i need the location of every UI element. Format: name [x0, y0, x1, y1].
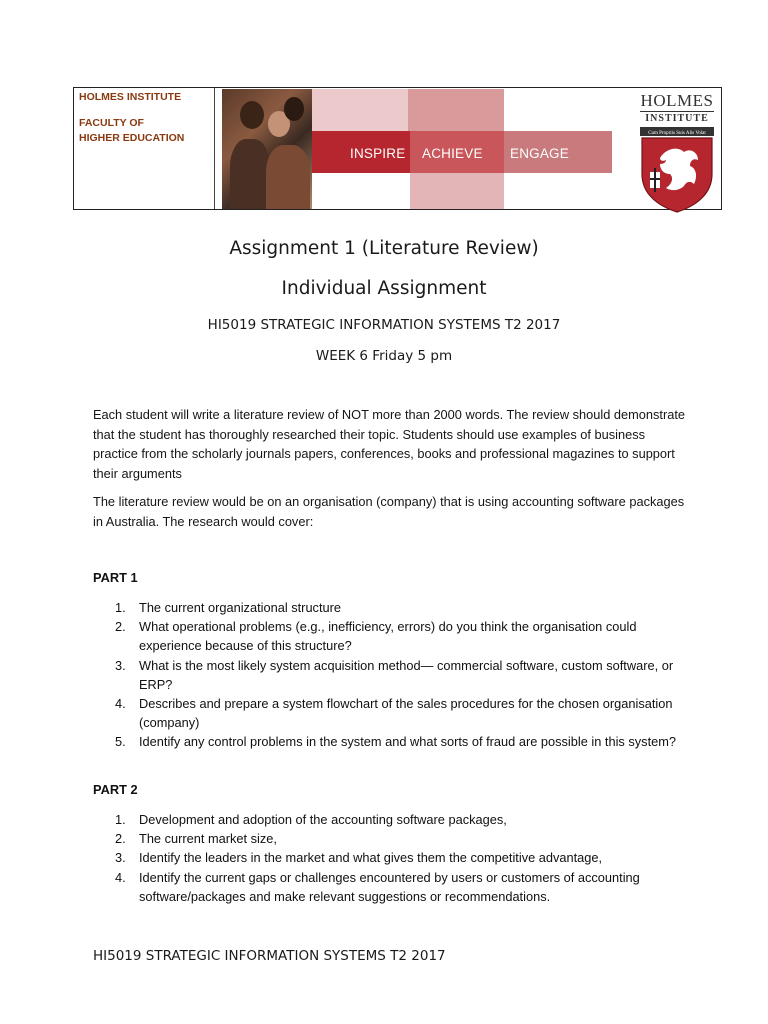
list-item-text: Identify any control problems in the system and what sorts of fraud are possible in this system?: [139, 734, 677, 750]
holmes-logo: [638, 92, 716, 206]
list-item-text: Describes and prepare a system flowchart of the sales procedures for the chosen organisation (company): [139, 696, 673, 731]
list-item: 1. The current organizational structure: [115, 600, 342, 615]
intro-paragraph: Each student will write a literature review of NOT more than 2000 words. The review should demonstrate that the student has thoroughly researched their topic. Students should use examples of business practice from the scholarly journals papers, conferences, books and professional magazines to support their arguments: [93, 407, 686, 481]
list-item-text: Identify the leaders in the market and what gives them the competitive advantage,: [139, 850, 603, 866]
faculty-line-1: FACULTY OF: [79, 117, 144, 129]
students-photo: [222, 89, 312, 209]
list-item-text: What is the most likely system acquisition method— commercial software, custom software, or ERP?: [139, 657, 674, 692]
document-subtitle: Individual Assignment: [281, 278, 487, 299]
document-header: [73, 87, 722, 210]
banner-tile: [410, 173, 504, 209]
faculty-line-2: HIGHER EDUCATION: [79, 132, 185, 144]
banner-word-engage: ENGAGE: [510, 146, 569, 161]
list-item: 2. The current market size,: [115, 831, 277, 847]
banner-tile: [312, 89, 408, 131]
list-item-text: What operational problems (e.g., inefficiency, errors) do you think the organisation could experience because of this structure?: [139, 619, 637, 654]
header-institute-block: [74, 88, 215, 209]
logo-motto: Cum Propriis Suis Alis Volat: [648, 131, 706, 136]
list-item: 1. Development and adoption of the accounting software packages,: [115, 812, 507, 827]
part2-heading: PART 2: [93, 782, 138, 797]
list-item: 5. Identify any control problems in the system and what sorts of fraud are possible in this system?: [115, 734, 677, 750]
list-item: 4. Describes and prepare a system flowchart of the sales procedures for the chosen organisation (company): [115, 696, 673, 731]
list-item-text: Identify the current gaps or challenges encountered by users or customers of accounting software/packages and make relevant suggestions or recommendations.: [139, 869, 640, 904]
course-code: HI5019 STRATEGIC INFORMATION SYSTEMS T2 2017: [207, 317, 561, 333]
logo-name: HOLMES: [640, 91, 714, 110]
banner-word-achieve: ACHIEVE: [422, 146, 483, 161]
page-footer: HI5019 STRATEGIC INFORMATION SYSTEMS T2 2017: [93, 948, 446, 964]
document-title: Assignment 1 (Literature Review): [229, 238, 539, 259]
institute-name: HOLMES INSTITUTE: [79, 91, 182, 103]
list-item-text: Development and adoption of the accounting software packages,: [139, 812, 507, 827]
list-item: 3. What is the most likely system acquisition method— commercial software, custom software, or ERP?: [115, 657, 674, 692]
list-item: 4. Identify the current gaps or challenges encountered by users or customers of accounting software/packages and make relevant suggestions or recommendations.: [115, 869, 640, 904]
logo-subtitle: INSTITUTE: [645, 113, 709, 124]
list-item-text: The current organizational structure: [139, 600, 342, 615]
due-date: WEEK 6 Friday 5 pm: [315, 348, 453, 364]
part1-heading: PART 1: [93, 570, 138, 585]
banner-word-inspire: INSPIRE: [350, 146, 406, 161]
scope-paragraph: The literature review would be on an organisation (company) that is using accounting software packages in Australia. The research would cover:: [93, 494, 685, 529]
part1-list: [93, 598, 693, 752]
griffin-shield-icon: [638, 126, 716, 214]
list-item: 2. What operational problems (e.g., inefficiency, errors) do you think the organisation could experience because of this structure?: [115, 619, 637, 654]
part2-list: [93, 810, 693, 906]
list-item: 3. Identify the leaders in the market and what gives them the competitive advantage,: [115, 850, 603, 866]
banner-tile: [408, 89, 504, 131]
list-item-text: The current market size,: [139, 831, 277, 847]
